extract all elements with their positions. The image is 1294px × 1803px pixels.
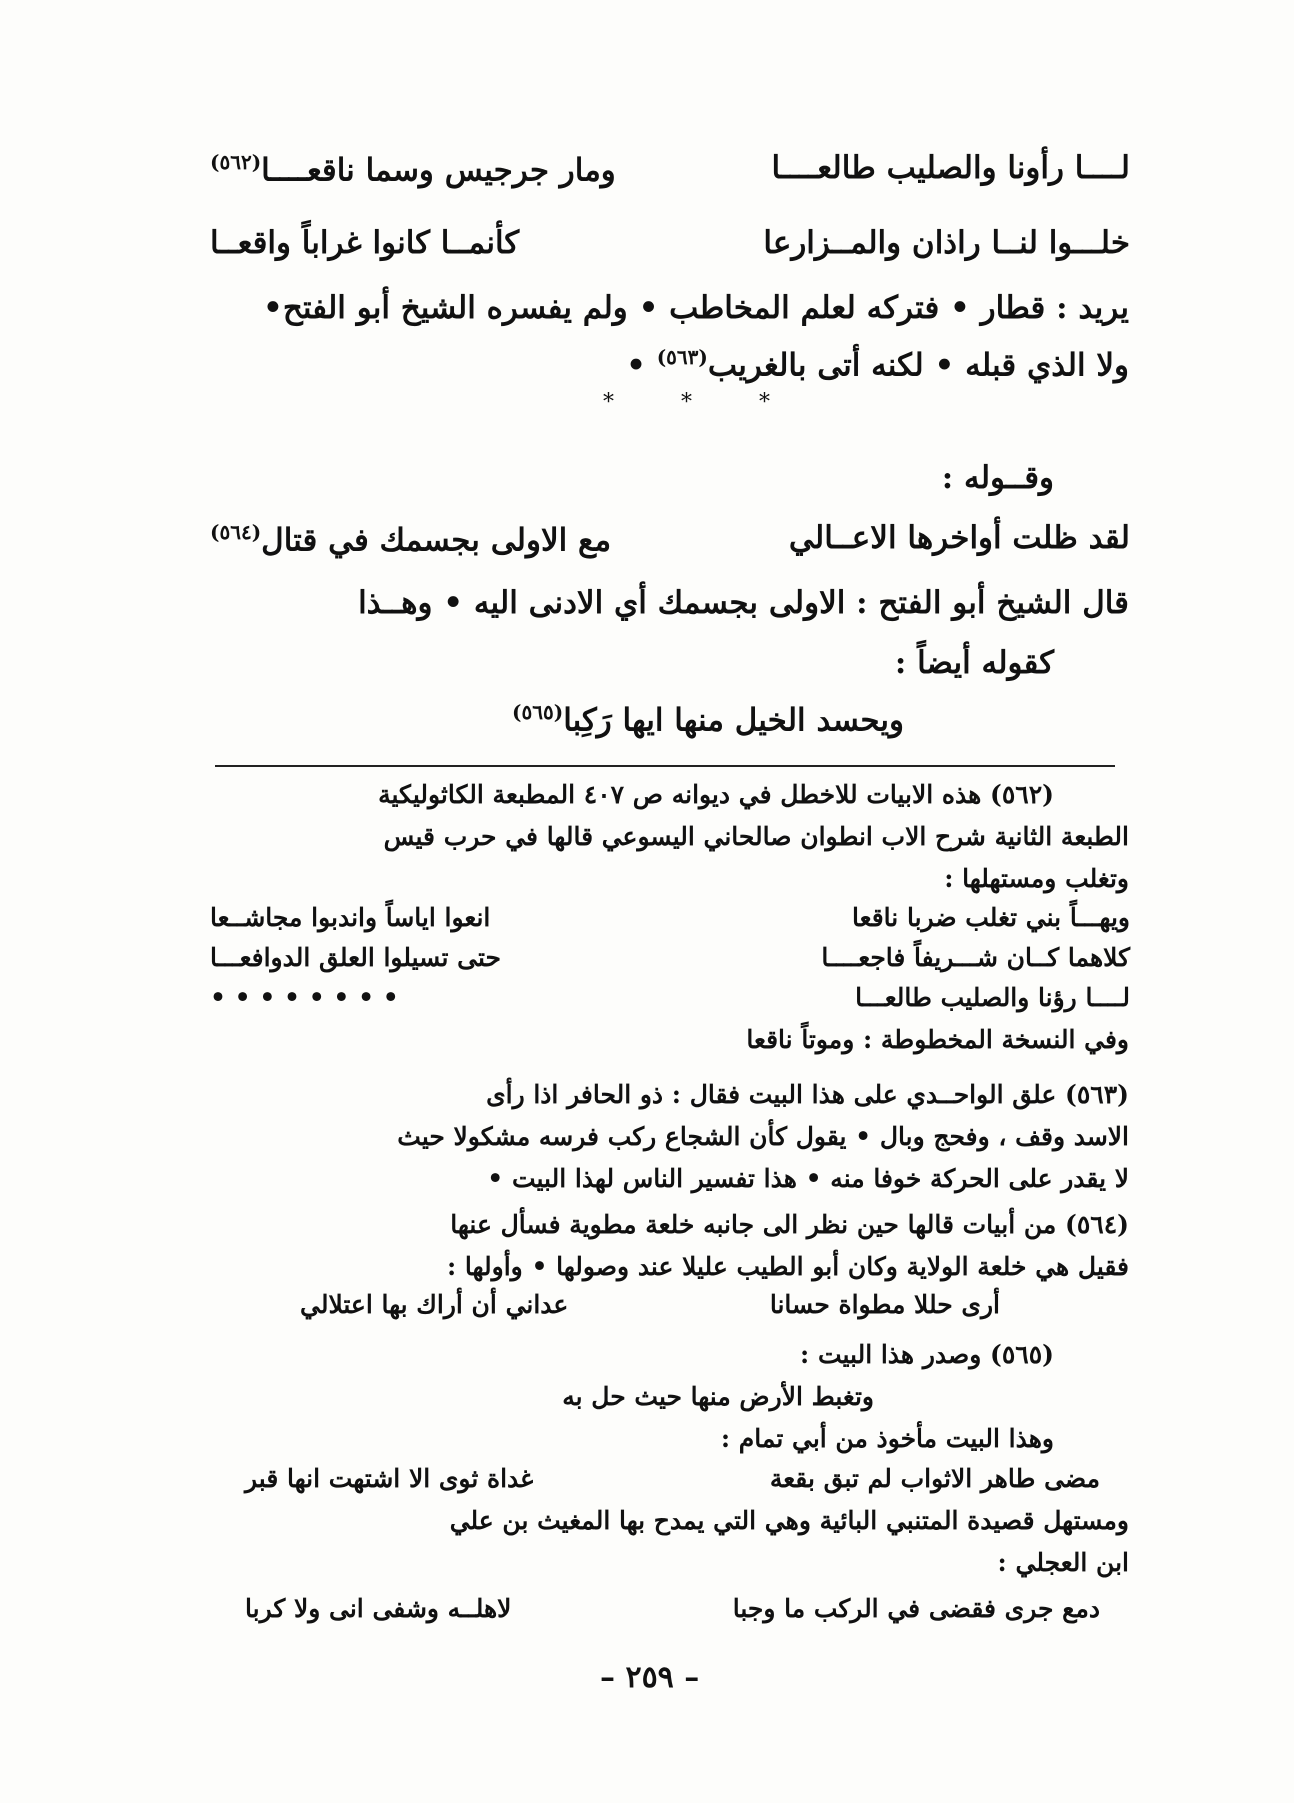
footnote-562-line-4: وفي النسخة المخطوطة : وموتاً ناقعا: [746, 1025, 1129, 1054]
footnote-563-line-1: (٥٦٣) علق الواحــدي على هذا البيت فقال : ذو الحافر اذا رأى: [486, 1080, 1129, 1109]
paragraph-2-line-2: كقوله أيضاً :: [894, 645, 1054, 681]
footnote-mark-565: (٥٦٥): [512, 700, 564, 724]
paragraph-1-line-2: ولا الذي قبله • لكنه أتى بالغريب$^{(٥٦٣)}$ •: [626, 345, 1129, 384]
footnote-564-line-1: (٥٦٤) من أبيات قالها حين نظر الى جانبه خلعة مطوية فسأل عنها: [450, 1210, 1129, 1239]
verse-1-second-hemistich: ومار جرجيس وسما ناقعــــا$^{(٥٦٢)}$: [210, 150, 616, 189]
footnote-565-verse-3: دمع جرى فقضى في الركب ما وجبا لاهلــه وشفى انى ولا كربا: [245, 1594, 1100, 1623]
paragraph-2-line-1: قال الشيخ أبو الفتح : الاولى بجسمك أي الادنى اليه • وهــذا: [358, 585, 1129, 621]
verse-1: [210, 150, 1130, 188]
footnote-565-line-3: ومستهل قصيدة المتنبي البائية وهي التي يمدح بها المغيث بن علي: [449, 1506, 1129, 1535]
verse-3-first-hemistich: لقد ظلت أواخرها الاعــالي: [788, 520, 1130, 556]
footnote-563-line-3: لا يقدر على الحركة خوفا منه • هذا تفسير الناس لهذا البيت •: [487, 1164, 1129, 1193]
footnote-564-verse: أرى حللا مطواة حسانا عداني أن أراك بها اعتلالي: [300, 1290, 1000, 1319]
verse-2: [210, 225, 1130, 261]
footnote-564-line-2: فقيل هي خلعة الولاية وكان أبو الطيب عليلا عند وصولها • وأولها :: [446, 1252, 1129, 1281]
qawluhu-heading: وقــوله :: [941, 460, 1054, 496]
footnote-565-line-4: ابن العجلي :: [997, 1548, 1129, 1577]
verse-3-second-hemistich: مع الاولى بجسمك في قتال$^{(٥٦٤)}$: [210, 520, 612, 559]
footnote-mark-563: (٥٦٣): [656, 345, 708, 369]
footnote-562-verse-3: لــــا رؤنا والصليب طالعـــا • • • • • • • •: [210, 983, 1130, 1012]
section-separator-stars: * * *: [603, 390, 800, 415]
footnote-565-line-1: (٥٦٥) وصدر هذا البيت :: [800, 1340, 1054, 1369]
footnote-565-verse-2: مضى طاهر الاثواب لم تبق بقعة غداة ثوى الا اشتهت انها قبر: [245, 1464, 1100, 1493]
footnote-mark-562: (٥٦٢): [210, 150, 262, 174]
verse-3: [210, 520, 1130, 558]
footnote-562-verse-2: كلاهما كــان شـــريفاً فاجعــــا حتى تسيلوا العلق الدوافعـــا: [210, 943, 1130, 972]
verse-2-second-hemistich: كأنمــا كانوا غراباً واقعــا: [210, 225, 520, 261]
footnote-562-line-2: الطبعة الثانية شرح الاب انطوان صالحاني اليسوعي قالها في حرب قيس: [383, 822, 1129, 851]
footnote-562-line-1: (٥٦٢) هذه الابيات للاخطل في ديوانه ص ٤٠٧ المطبعة الكاثوليكية: [378, 780, 1054, 809]
paragraph-1-line-1: يريد : قطار • فتركه لعلم المخاطب • ولم يفسره الشيخ أبو الفتح•: [263, 290, 1129, 326]
footnote-563-line-2: الاسد وقف ، وفحج وبال • يقول كأن الشجاع ركب فرسه مشكولا حيث: [397, 1122, 1129, 1151]
footnote-562-verse-1: ويهـــاً بني تغلب ضربا ناقعا انعوا اياساً واندبوا مجاشــعا: [210, 903, 1130, 932]
footnote-562-line-3: وتغلب ومستهلها :: [944, 864, 1129, 893]
verse-4: ويحسد الخيل منها ايها رَكِبا$^{(٥٦٥)}$: [512, 700, 904, 739]
footnote-565-verse-1: وتغبط الأرض منها حيث حل به: [562, 1382, 874, 1411]
verse-1-first-hemistich: لــــا رأونا والصليب طالعــــا: [771, 150, 1130, 186]
footnote-divider: [215, 765, 1115, 767]
footnote-mark-564: (٥٦٤): [210, 520, 262, 544]
verse-2-first-hemistich: خلـــوا لنــا راذان والمــزارعا: [763, 225, 1130, 261]
footnote-565-line-2: وهذا البيت مأخوذ من أبي تمام :: [720, 1424, 1054, 1453]
page-number: – ٢٥٩ –: [600, 1660, 700, 1695]
